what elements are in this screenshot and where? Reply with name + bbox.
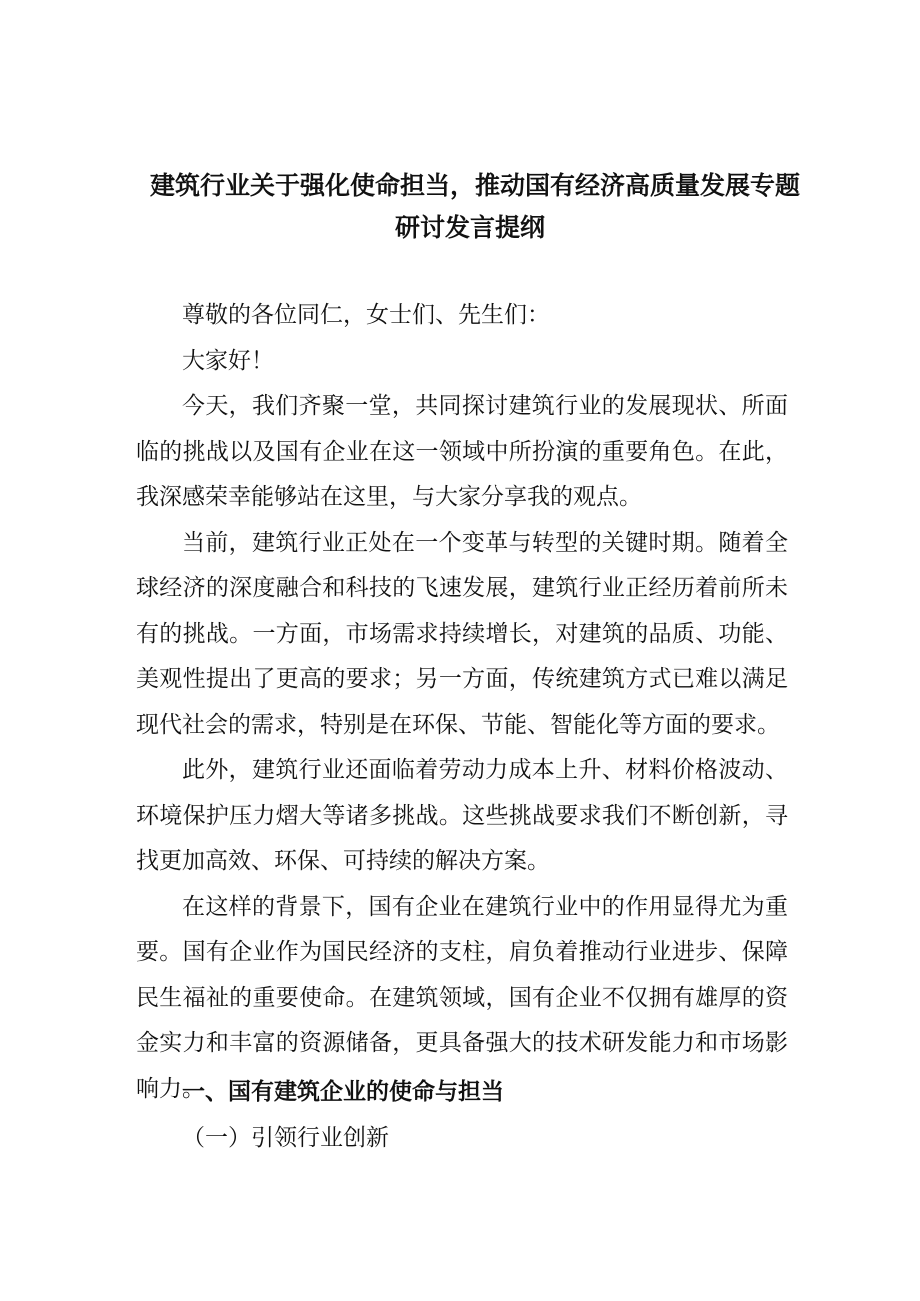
greeting: 大家好！	[182, 347, 274, 374]
salutation: 尊敬的各位同仁，女士们、先生们：	[182, 302, 550, 328]
subsection-heading: （一）引领行业创新	[182, 1125, 389, 1151]
title-line-2: 研讨发言提纲	[394, 213, 545, 242]
document-body	[136, 293, 788, 1112]
document-title	[150, 165, 801, 249]
paragraph: 在这样的背景下，国有企业在建筑行业中的作用显得尤为重要。国有企业作为国民经济的支柱，肩负着推动行业进步、保障民生福祉的重要使命。在建筑领域，国有企业不仅拥有雄厚的资金实力和丰富的资源储备，更具备强大的技术研发能力和市场影响力。	[136, 893, 788, 1102]
paragraph: 当前，建筑行业正处在一个变革与转型的关键时期。随着全球经济的深度融合和科技的飞速发展，建筑行业正经历着前所未有的挑战。一方面，市场需求持续增长，对建筑的品质、功能、美观性提出了更高的要求；另一方面，传统建筑方式已难以满足现代社会的需求，特别是在环保、节能、智能化等方面的要求。	[136, 529, 788, 738]
title-line-1: 建筑行业关于强化使命担当，推动国有经济高质量发展专题	[150, 171, 801, 200]
paragraph: 此外，建筑行业还面临着劳动力成本上升、材料价格波动、环境保护压力熠大等诸多挑战。这些挑战要求我们不断创新，寻找更加高效、环保、可持续的解决方案。	[136, 757, 788, 874]
section-heading: 一、国有建筑企业的使命与担当	[182, 1079, 504, 1105]
paragraph: 今天，我们齐聚一堂，共同探讨建筑行业的发展现状、所面临的挑战以及国有企业在这一领域中所扮演的重要角色。在此，我深感荣幸能够站在这里，与大家分享我的观点。	[136, 393, 788, 510]
